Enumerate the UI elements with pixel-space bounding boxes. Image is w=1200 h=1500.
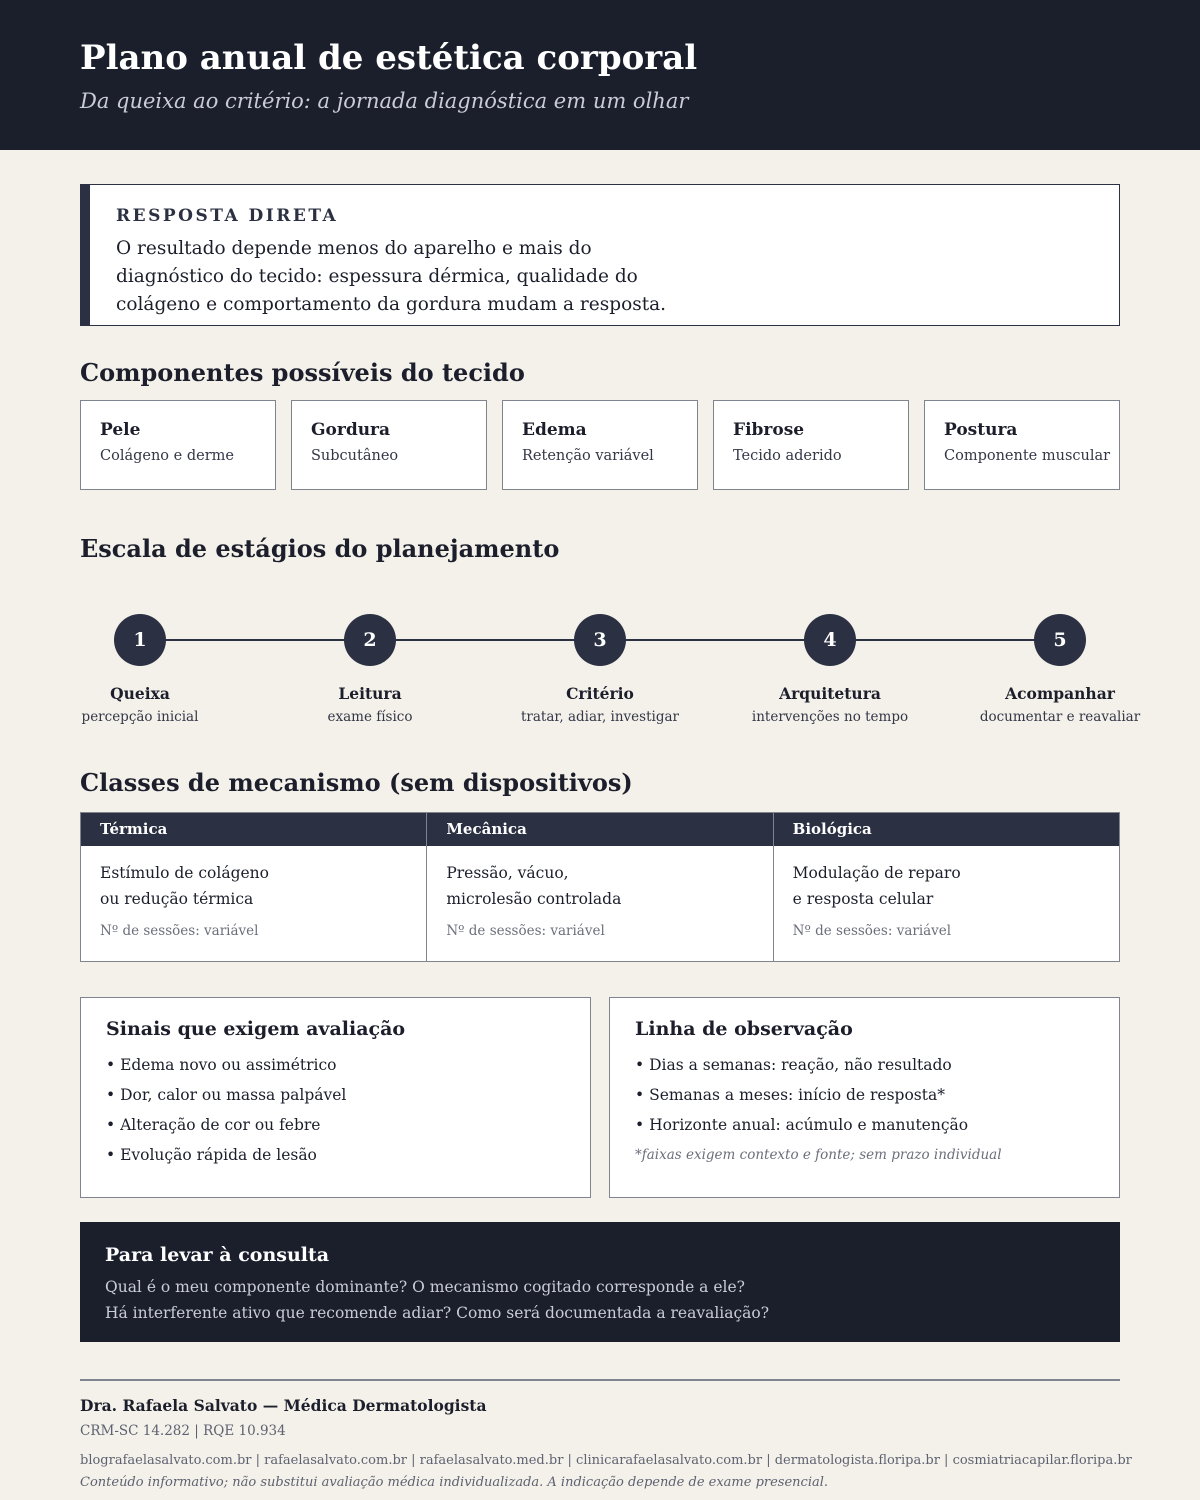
- mechanism-line: Modulação de reparo: [792, 864, 961, 882]
- consult-question-1: Qual é o meu componente dominante? O mecanismo cogitado corresponde a ele?: [105, 1278, 745, 1296]
- stage-step-3: [510, 614, 690, 726]
- stage-number: 4: [804, 614, 856, 666]
- tissue-components: [80, 400, 1120, 490]
- stage-number: 3: [574, 614, 626, 666]
- mechanism-column-mecanica: [427, 813, 773, 961]
- observation-title: Linha de observação: [635, 1018, 853, 1040]
- stage-desc: percepção inicial: [81, 709, 199, 725]
- consult-question-2: Há interferente ativo que recomende adiar? Como será documentada a reavaliação?: [105, 1304, 770, 1322]
- component-name: Fibrose: [733, 420, 805, 440]
- signals-title: Sinais que exigem avaliação: [106, 1018, 406, 1040]
- list-item: • Semanas a meses: início de resposta*: [635, 1086, 945, 1104]
- stage-title: Arquitetura: [779, 684, 881, 703]
- stage-step-1: [50, 614, 230, 726]
- list-item: • Edema novo ou assimétrico: [106, 1056, 337, 1074]
- page-header: [0, 0, 1200, 150]
- mechanism-column-termica: [81, 813, 427, 961]
- footer-disclaimer: Conteúdo informativo; não substitui avaliação médica individualizada. A indicação depende de exame presencial.: [80, 1475, 829, 1490]
- component-card-edema: [502, 400, 698, 490]
- page-title: Plano anual de estética corporal: [80, 38, 698, 78]
- mechanism-column-biologica: [774, 813, 1119, 961]
- stage-desc: exame físico: [327, 709, 413, 725]
- consult-box: [80, 1222, 1120, 1342]
- stage-title: Queixa: [110, 684, 170, 703]
- mechanism-line: Estímulo de colágeno: [100, 864, 269, 882]
- signals-list: [106, 1050, 590, 1170]
- stage-number: 5: [1034, 614, 1086, 666]
- footer-author: Dra. Rafaela Salvato — Médica Dermatologista: [80, 1396, 487, 1415]
- mechanism-line: ou redução térmica: [100, 890, 254, 908]
- list-item: • Dias a semanas: reação, não resultado: [635, 1056, 952, 1074]
- stage-desc: documentar e reavaliar: [979, 709, 1141, 725]
- mechanisms-table: [80, 812, 1120, 962]
- observation-footnote: *faixas exigem contexto e fonte; sem prazo individual: [635, 1147, 1002, 1163]
- mechanism-line: microlesão controlada: [446, 890, 622, 908]
- component-desc: Colágeno e derme: [100, 448, 234, 464]
- direct-answer-label: RESPOSTA DIRETA: [116, 206, 339, 226]
- mechanism-sessions-note: Nº de sessões: variável: [100, 923, 259, 939]
- component-desc: Subcutâneo: [311, 448, 399, 464]
- component-card-pele: [80, 400, 276, 490]
- stage-title: Critério: [566, 684, 634, 703]
- stage-number: 1: [114, 614, 166, 666]
- list-item: • Horizonte anual: acúmulo e manutenção: [635, 1116, 969, 1134]
- mechanism-line: Pressão, vácuo,: [446, 864, 569, 882]
- component-desc: Tecido aderido: [733, 448, 842, 464]
- stage-step-4: [740, 614, 920, 726]
- stage-step-2: [280, 614, 460, 726]
- component-desc: Componente muscular: [944, 448, 1111, 464]
- list-item: • Dor, calor ou massa palpável: [106, 1086, 347, 1104]
- components-section-title: Componentes possíveis do tecido: [80, 358, 525, 387]
- mechanism-sessions-note: Nº de sessões: variável: [792, 923, 952, 939]
- list-item: • Evolução rápida de lesão: [106, 1146, 317, 1164]
- component-name: Postura: [944, 420, 1018, 440]
- stage-desc: intervenções no tempo: [751, 709, 909, 725]
- page-subtitle: Da queixa ao critério: a jornada diagnóstica em um olhar: [80, 89, 689, 113]
- component-card-fibrose: [713, 400, 909, 490]
- mechanism-header: Mecânica: [427, 813, 772, 846]
- direct-answer-text: O resultado depende menos do aparelho e mais do diagnóstico do tecido: espessura dérmica, qualidade do colágeno e comportamento da gordura mudam a resposta.: [116, 238, 667, 315]
- footer-divider: [80, 1379, 1120, 1381]
- component-name: Pele: [100, 420, 141, 440]
- stage-title: Acompanhar: [1005, 684, 1115, 703]
- list-item: • Alteração de cor ou febre: [106, 1116, 321, 1134]
- stage-step-5: [970, 614, 1150, 726]
- component-desc: Retenção variável: [522, 448, 654, 464]
- direct-answer-box: [80, 184, 1120, 326]
- consult-title: Para levar à consulta: [105, 1244, 330, 1266]
- signals-panel: [80, 997, 591, 1198]
- component-card-postura: [924, 400, 1120, 490]
- component-card-gordura: [291, 400, 487, 490]
- mechanism-sessions-note: Nº de sessões: variável: [446, 923, 605, 939]
- stages-section-title: Escala de estágios do planejamento: [80, 534, 560, 563]
- mechanism-header: Térmica: [81, 813, 426, 846]
- component-name: Edema: [522, 420, 587, 440]
- mechanism-header: Biológica: [774, 813, 1119, 846]
- stage-title: Leitura: [338, 684, 402, 703]
- stage-number: 2: [344, 614, 396, 666]
- stages-timeline: [0, 600, 1200, 740]
- mechanisms-section-title: Classes de mecanismo (sem dispositivos): [80, 768, 633, 797]
- footer-registration: CRM-SC 14.282 | RQE 10.934: [80, 1423, 286, 1439]
- observation-list: [635, 1050, 1119, 1140]
- observation-panel: [609, 997, 1120, 1198]
- stage-desc: tratar, adiar, investigar: [520, 709, 679, 725]
- component-name: Gordura: [311, 420, 391, 440]
- footer-websites: blografaelasalvato.com.br | rafaelasalvato.com.br | rafaelasalvato.med.br | clinicarafaelasalvato.com.br | dermatologista.floripa.br | cosmiatriacapilar.floripa.br: [80, 1453, 1132, 1468]
- mechanism-line: e resposta celular: [792, 890, 934, 908]
